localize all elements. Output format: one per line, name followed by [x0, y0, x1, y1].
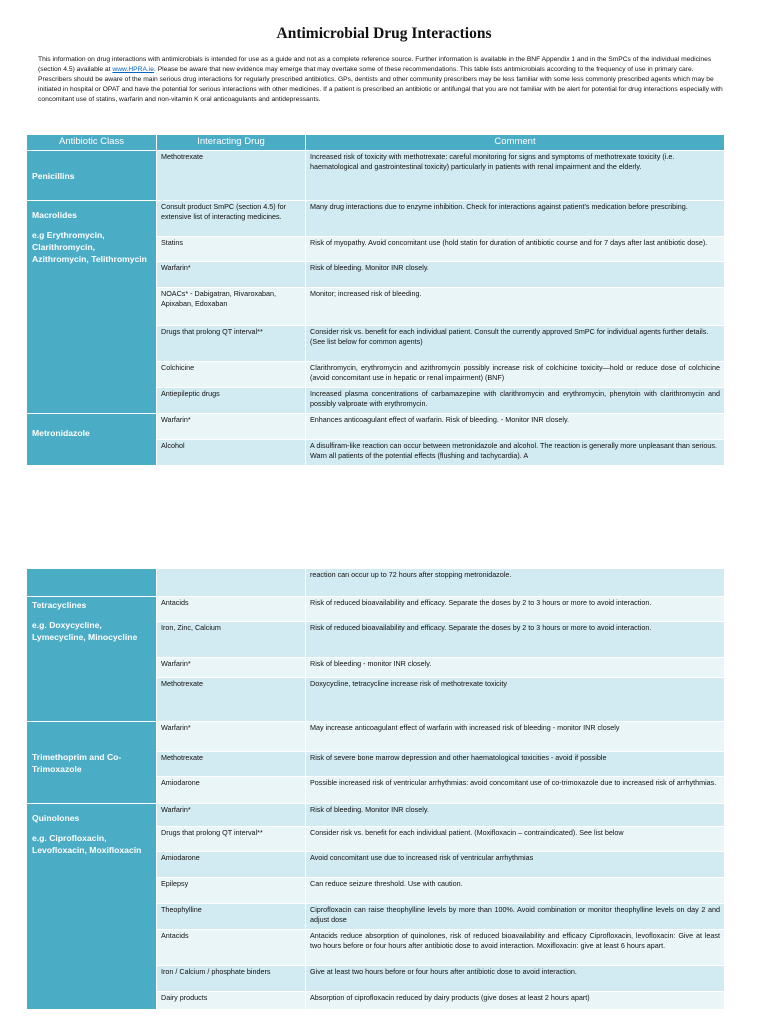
class-cell-macrolides — [27, 201, 157, 414]
drug-cell: Amiodarone — [157, 852, 306, 878]
drug-cell: NOACs* - Dabigatran, Rivaroxaban, Apixaban, Edoxaban — [157, 288, 306, 326]
intro-text-1: This information on drug interactions with antimicrobials is intended for use as a guide and not as a complete reference source. Further information is available in the BNF Appendix 1 and in the SmPCs of the individual medicines (section 4.5) available at — [38, 56, 712, 74]
header-comment: Comment — [306, 135, 725, 151]
drug-cell: Antacids — [157, 597, 306, 622]
comment-cell: Risk of bleeding. Monitor INR closely. — [306, 804, 725, 827]
comment-cell: Risk of bleeding - monitor INR closely. — [306, 658, 725, 678]
intro-text-2: . Please be aware that new evidence may emerge that may overtake some of these recommendations. This table lists antimicrobials according to the frequency of use in primary care. Prescribers should be aware of the main serious drug interactions for regularly prescribed antibiotics. GPs, dentists and other community prescribers may be less familiar with some less commonly prescribed agents which may be initiated in hospital or OPAT and have the potential for serious interactions with other medicines. If a patient is prescribed an antibiotic or antifungal that you are not familiar with be alert for potential for drug interactions especially with concomitant use of statins, warfarin and non-vitamin K oral anticoagulants and antidepressants. — [38, 66, 723, 104]
table-row — [27, 414, 725, 440]
class-examples: e.g Erythromycin, Clarithromycin, Azithromycin, Telithromycin — [32, 230, 147, 264]
comment-cell: Monitor; increased risk of bleeding. — [306, 288, 725, 326]
drug-cell: Amiodarone — [157, 777, 306, 804]
comment-cell: Increased risk of toxicity with methotrexate: careful monitoring for signs and symptoms of methotrexate toxicity (i.e. haematological and gastrointestinal toxicity) particularly in patients with renal impairment and the elderly. — [306, 151, 725, 201]
comment-cell: Consider risk vs. benefit for each individual patient. (Moxifloxacin – contraindicated). See list below — [306, 827, 725, 852]
drug-cell: Methotrexate — [157, 151, 306, 201]
drug-cell: Warfarin* — [157, 414, 306, 440]
drug-cell — [157, 569, 306, 597]
class-cell-tetracyclines — [27, 597, 157, 722]
header-interacting-drug: Interacting Drug — [157, 135, 306, 151]
drug-cell: Iron / Calcium / phosphate binders — [157, 966, 306, 992]
comment-cell: Can reduce seizure threshold. Use with caution. — [306, 878, 725, 904]
comment-cell: Antacids reduce absorption of quinolones, risk of reduced bioavailability and efficacy Ciprofloxacin, levofloxacin: Give at least two hours before or four hours after antibiotic dose to avoid interaction. Moxifloxacin: give at least 6 hours apart. — [306, 930, 725, 966]
table-row — [27, 569, 725, 597]
comment-cell: Risk of reduced bioavailability and efficacy. Separate the doses by 2 to 3 hours or more to avoid interaction. — [306, 622, 725, 658]
drug-cell: Epilepsy — [157, 878, 306, 904]
hpra-link[interactable]: www.HPRA.ie — [112, 66, 154, 74]
interactions-table-part-1 — [26, 134, 725, 466]
drug-cell: Warfarin* — [157, 804, 306, 827]
table-row — [27, 804, 725, 827]
class-examples: e.g. Ciprofloxacin, Levofloxacin, Moxifloxacin — [32, 833, 142, 855]
drug-cell: Consult product SmPC (section 4.5) for extensive list of interacting medicines. — [157, 201, 306, 237]
drug-cell: Methotrexate — [157, 678, 306, 722]
class-examples: e.g. Doxycycline, Lymecycline, Minocycline — [32, 620, 138, 642]
drug-cell: Drugs that prolong QT interval** — [157, 326, 306, 362]
drug-cell: Iron, Zinc, Calcium — [157, 622, 306, 658]
class-cell-penicillins: Penicillins — [27, 151, 157, 201]
table-row — [27, 597, 725, 622]
interactions-table-part-2 — [26, 568, 725, 1010]
drug-cell: Warfarin* — [157, 262, 306, 288]
table-row — [27, 722, 725, 752]
drug-cell: Alcohol — [157, 440, 306, 466]
drug-cell: Theophylline — [157, 904, 306, 930]
drug-cell: Statins — [157, 237, 306, 262]
comment-cell: Absorption of ciprofloxacin reduced by dairy products (give doses at least 2 hours apart) — [306, 992, 725, 1010]
class-cell-metronidazole: Metronidazole — [27, 414, 157, 466]
header-antibiotic-class: Antibiotic Class — [27, 135, 157, 151]
drug-cell: Dairy products — [157, 992, 306, 1010]
class-cell-trimethoprim: Trimethoprim and Co-Trimoxazole — [27, 722, 157, 804]
comment-cell: A disulfiram-like reaction can occur between metronidazole and alcohol. The reaction is generally more unpleasant than serious. Warn all patients of the potential effects (flushing and tachycardia). A — [306, 440, 725, 466]
class-cell-quinolones — [27, 804, 157, 1010]
intro-paragraph — [38, 55, 728, 105]
drug-cell: Colchicine — [157, 362, 306, 388]
comment-cell: Risk of myopathy. Avoid concomitant use (hold statin for duration of antibiotic course and for 7 days after last antibiotic dose). — [306, 237, 725, 262]
comment-cell: Give at least two hours before or four hours after antibiotic dose to avoid interaction. — [306, 966, 725, 992]
comment-cell: Risk of bleeding. Monitor INR closely. — [306, 262, 725, 288]
comment-cell: reaction can occur up to 72 hours after stopping metronidazole. — [306, 569, 725, 597]
drug-cell: Drugs that prolong QT interval** — [157, 827, 306, 852]
page-title: Antimicrobial Drug Interactions — [276, 25, 492, 42]
comment-cell: Doxycycline, tetracycline increase risk of methotrexate toxicity — [306, 678, 725, 722]
drug-cell: Warfarin* — [157, 722, 306, 752]
class-name: Quinolones — [32, 813, 80, 823]
drug-cell: Warfarin* — [157, 658, 306, 678]
class-name: Macrolides — [32, 210, 77, 220]
table-row — [27, 201, 725, 237]
drug-cell: Methotrexate — [157, 752, 306, 777]
comment-cell: May increase anticoagulant effect of warfarin with increased risk of bleeding - monitor INR closely — [306, 722, 725, 752]
comment-cell: Clarithromycin, erythromycin and azithromycin possibly increase risk of colchicine toxicity—hold or reduce dose of colchicine (avoid concomitant use in hepatic or renal impairment) (BNF) — [306, 362, 725, 388]
drug-cell: Antiepileptic drugs — [157, 388, 306, 414]
comment-cell: Risk of severe bone marrow depression and other haematological toxicities - avoid if possible — [306, 752, 725, 777]
comment-cell: Enhances anticoagulant effect of warfarin. Risk of bleeding. - Monitor INR closely. — [306, 414, 725, 440]
class-name: Tetracyclines — [32, 600, 87, 610]
comment-cell: Consider risk vs. benefit for each individual patient. Consult the currently approved SmPC for individual agents further details. (See list below for common agents) — [306, 326, 725, 362]
comment-cell: Possible increased risk of ventricular arrhythmias: avoid concomitant use of co-trimoxazole due to increased risk of arrhythmias. — [306, 777, 725, 804]
class-cell-continued — [27, 569, 157, 597]
table-row — [27, 151, 725, 201]
comment-cell: Many drug interactions due to enzyme inhibition. Check for interactions against patient's medication before prescribing. — [306, 201, 725, 237]
comment-cell: Risk of reduced bioavailability and efficacy. Separate the doses by 2 to 3 hours or more to avoid interaction. — [306, 597, 725, 622]
drug-cell: Antacids — [157, 930, 306, 966]
comment-cell: Increased plasma concentrations of carbamazepine with clarithromycin and erythromycin, phenytoin with clarithromycin and possibly valproate with erythromycin. — [306, 388, 725, 414]
comment-cell: Ciprofloxacin can raise theophylline levels by more than 100%. Avoid combination or monitor theophylline levels on day 2 and adjust dose — [306, 904, 725, 930]
comment-cell: Avoid concomitant use due to increased risk of ventricular arrhythmias — [306, 852, 725, 878]
